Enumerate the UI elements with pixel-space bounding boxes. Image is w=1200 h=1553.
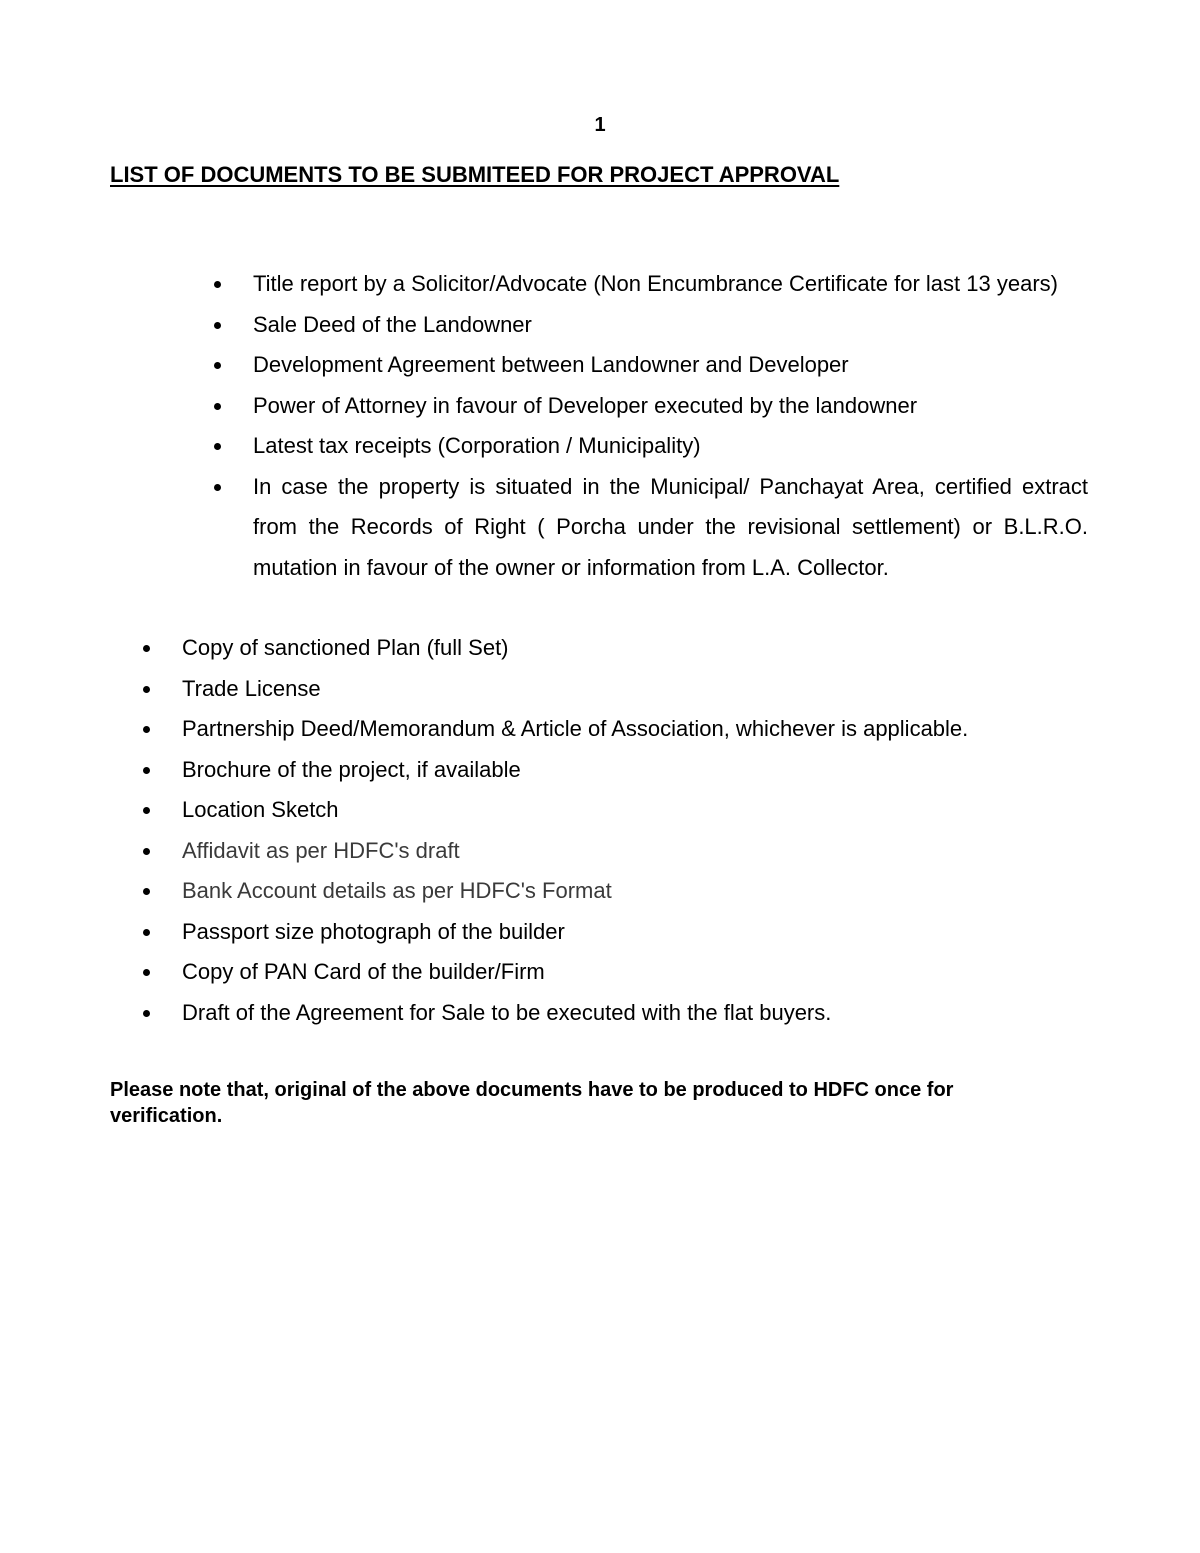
bullet-icon — [143, 929, 150, 936]
inner-document-list — [214, 264, 1088, 588]
list-item — [214, 345, 1088, 386]
list-item — [143, 993, 1088, 1034]
list-item-text: Power of Attorney in favour of Developer executed by the landowner — [253, 392, 918, 418]
document-title: LIST OF DOCUMENTS TO BE SUBMITEED FOR PROJECT APPROVAL — [110, 162, 840, 187]
bullet-icon — [214, 362, 221, 369]
bullet-icon — [214, 403, 221, 410]
list-item-text: In case the property is situated in the Municipal/ Panchayat Area, certified extract from the Records of Right ( Porcha under the revisional settlement) or B.L.R.O. mutation in favour of the owner or information from L.A. Collector. — [253, 473, 1088, 580]
outer-document-list — [143, 628, 1088, 1033]
list-item-text: Brochure of the project, if available — [182, 756, 521, 782]
bullet-icon — [214, 322, 221, 329]
list-item-text: Development Agreement between Landowner and Developer — [253, 352, 849, 377]
bullet-icon — [143, 645, 150, 652]
bullet-icon — [143, 726, 150, 733]
list-item — [143, 669, 1088, 710]
list-item — [214, 426, 1088, 467]
list-item-text: Draft of the Agreement for Sale to be executed with the flat buyers. — [182, 999, 832, 1025]
list-item — [214, 467, 1088, 589]
list-item — [143, 831, 1088, 872]
bullet-icon — [214, 443, 221, 450]
bullet-icon — [143, 1010, 150, 1017]
bullet-icon — [143, 807, 150, 814]
list-item-text: Sale Deed of the Landowner — [253, 311, 532, 337]
bullet-icon — [143, 848, 150, 855]
bullet-icon — [143, 969, 150, 976]
bullet-icon — [143, 686, 150, 693]
list-item — [214, 264, 1088, 305]
bullet-icon — [143, 767, 150, 774]
list-item-text: Bank Account details as per HDFC's Format — [182, 878, 612, 903]
list-item-text: Affidavit as per HDFC's draft — [182, 837, 460, 863]
list-item-text: Copy of PAN Card of the builder/Firm — [182, 959, 545, 984]
list-item — [143, 912, 1088, 953]
list-item — [143, 790, 1088, 831]
bullet-icon — [214, 484, 221, 491]
list-item — [143, 871, 1088, 912]
list-item-text: Passport size photograph of the builder — [182, 918, 565, 944]
page-number: 1 — [594, 114, 606, 136]
list-item-text: Partnership Deed/Memorandum & Article of Association, whichever is applicable. — [182, 716, 969, 741]
list-item-text: Location Sketch — [182, 797, 339, 822]
list-item — [143, 628, 1088, 669]
bullet-icon — [214, 281, 221, 288]
list-item-text: Latest tax receipts (Corporation / Municipality) — [253, 433, 701, 458]
list-item — [214, 386, 1088, 427]
bullet-icon — [143, 888, 150, 895]
list-item — [143, 952, 1088, 993]
verification-note: Please note that, original of the above documents have to be produced to HDFC once for verification. — [110, 1079, 954, 1127]
list-item-text: Copy of sanctioned Plan (full Set) — [182, 635, 509, 660]
list-item — [143, 750, 1088, 791]
list-item-text: Trade License — [182, 675, 321, 701]
list-item — [214, 305, 1088, 346]
list-item-text: Title report by a Solicitor/Advocate (Non Encumbrance Certificate for last 13 years) — [253, 271, 1058, 296]
list-item — [143, 709, 1088, 750]
